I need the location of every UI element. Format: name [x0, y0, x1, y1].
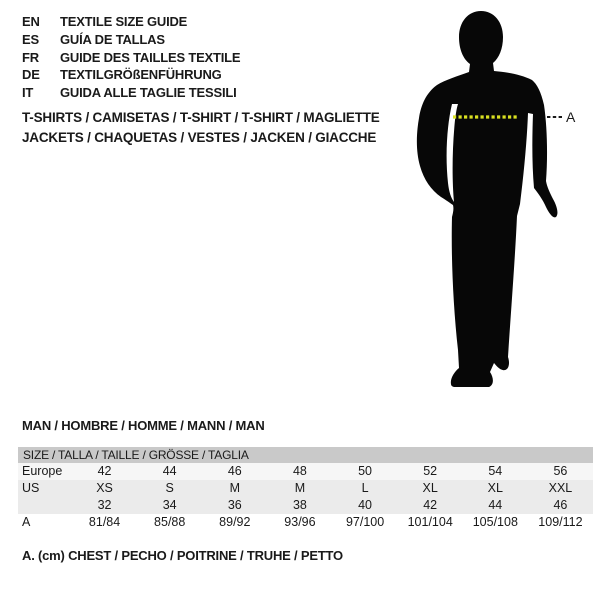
table-cell: XL: [487, 481, 503, 495]
language-code: IT: [22, 85, 34, 101]
table-cell: 89/92: [219, 515, 251, 529]
language-label: TEXTILGRÖßENFÜHRUNG: [60, 67, 222, 83]
table-cell: 56: [553, 464, 568, 478]
size-table: [18, 447, 593, 531]
table-row-europe: [18, 463, 593, 480]
table-row-numeric: [18, 497, 593, 514]
measure-label-a: A: [566, 109, 576, 125]
table-cell: 81/84: [88, 515, 121, 529]
language-label: GUÍA DE TALLAS: [60, 32, 165, 48]
table-cell: XS: [96, 481, 113, 495]
language-code: FR: [22, 49, 39, 65]
row-label: [18, 497, 72, 514]
language-list: [22, 13, 240, 101]
table-cell: XXL: [548, 481, 573, 495]
table-cell: 50: [358, 464, 373, 478]
language-code: EN: [22, 14, 40, 30]
table-cell: 52: [423, 464, 438, 478]
table-header: SIZE / TALLA / TAILLE / GRÖSSE / TAGLIA: [18, 447, 593, 463]
language-code: DE: [22, 67, 40, 83]
table-cell: 101/104: [407, 515, 453, 529]
table-cell: 54: [488, 464, 503, 478]
language-label: GUIDA ALLE TAGLIE TESSILI: [60, 85, 237, 101]
language-row: [22, 48, 240, 66]
table-cell: 97/100: [345, 515, 385, 529]
table-cell: 32: [97, 498, 112, 512]
section-title: MAN / HOMBRE / HOMME / MANN / MAN: [22, 418, 265, 433]
table-cell: 44: [162, 464, 177, 478]
table-cell: S: [165, 481, 174, 495]
table-cell: 34: [162, 498, 177, 512]
table-cell: 40: [358, 498, 373, 512]
table-cell: 46: [227, 464, 242, 478]
table-cell: XL: [422, 481, 438, 495]
table-cell: 105/108: [472, 515, 518, 529]
table-cell: L: [361, 481, 369, 495]
table-cell: 85/88: [154, 515, 186, 529]
man-silhouette: [417, 11, 558, 387]
language-row: [22, 31, 240, 49]
row-label: A: [22, 515, 31, 529]
table-header-row: [18, 447, 593, 463]
table-cell: 46: [553, 498, 568, 512]
language-label: TEXTILE SIZE GUIDE: [60, 14, 188, 30]
language-label: GUIDE DES TAILLES TEXTILE: [60, 49, 241, 65]
table-cell: 93/96: [284, 515, 316, 529]
category-line-tshirts: T-SHIRTS / CAMISETAS / T-SHIRT / T-SHIRT / MAGLIETTE: [22, 110, 380, 125]
row-label: US: [22, 481, 40, 495]
table-cell: M: [229, 481, 241, 495]
table-cell: 42: [97, 464, 112, 478]
table-row-chest-a: [18, 514, 593, 531]
table-cell: 109/112: [538, 515, 583, 529]
measurement-footnote: A. (cm) CHEST / PECHO / POITRINE / TRUHE / PETTO: [22, 548, 343, 563]
table-cell: M: [294, 481, 306, 495]
table-row-us: [18, 480, 593, 497]
language-row: [22, 66, 240, 84]
language-row: [22, 84, 240, 102]
row-label: Europe: [22, 464, 63, 478]
language-row: [22, 13, 240, 31]
table-cell: 38: [292, 498, 307, 512]
table-cell: 36: [227, 498, 242, 512]
table-cell: 42: [423, 498, 438, 512]
language-code: ES: [22, 32, 39, 48]
man-silhouette-figure: [395, 0, 600, 400]
category-lines: [22, 108, 380, 148]
table-cell: 48: [292, 464, 307, 478]
table-cell: 44: [488, 498, 503, 512]
category-line-jackets: JACKETS / CHAQUETAS / VESTES / JACKEN / GIACCHE: [22, 130, 377, 145]
